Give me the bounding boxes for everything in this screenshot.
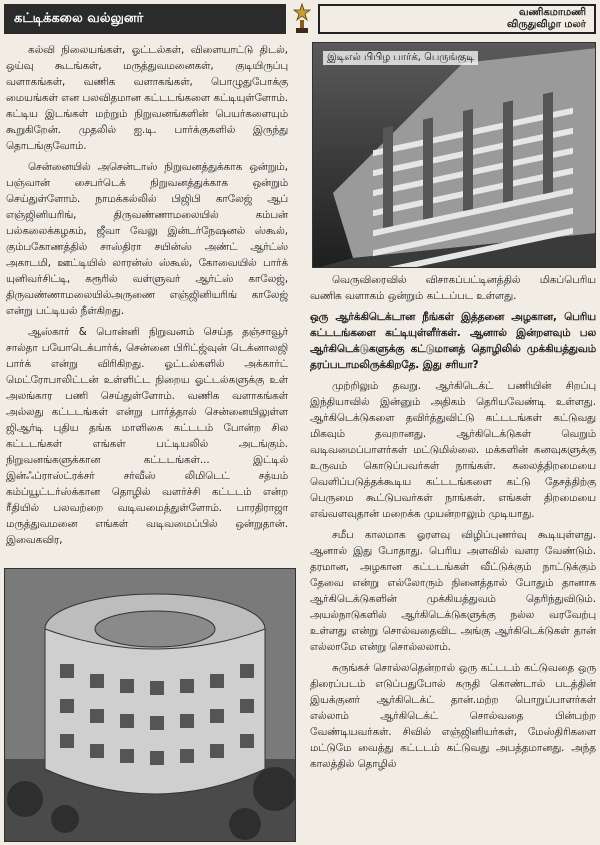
publication-header <box>318 4 596 34</box>
right-paragraph: சமீப காலமாக ஓரளவு விழிப்புணர்வு கூடியுள்ளது. ஆனால் இது போதாது. பெரிய அளவில் வளர வேண்டும். தரமான, அழகான கட்டடங்கள் வீட்டுக்கும் நாட்டுக்கும் தேவை என்று எல்லோரும் நினைத்தால் போதும் தானாக ஆர்கிடெக்டுகளின் முக்கியத்துவம் தெரிந்துவிடும். அயல்நாடுகளில் ஆர்கிடெக்டுகளுக்கு நல்ல வரவேற்பு உள்ளது என்று சொல்வதைவிட அங்கு ஆர்கிடெக்டுகள் தான் எல்லாமே என்று சொல்லலாம். <box>310 529 596 653</box>
circular-building-render <box>4 568 296 842</box>
photo-caption: இடிஎல் பிபிழ பார்க், பெருங்குடி <box>323 51 478 65</box>
right-text-column <box>310 272 596 842</box>
publication-name: வணிகமாமணி <box>518 7 586 18</box>
building-illustration <box>313 43 596 268</box>
left-paragraph: ஆஸ்கார் & பொன்னி நிறுவனம் செய்த தஞ்சாவூர் சால்தா பயோடெக்பார்க், சென்னை பிரிட்ஜ்வுன் டெக்னாலஜி பார்க் என்று விரிகிறது. ஓட்டல்களில் அக்கார்ட் மெட்ரோபாலிட்டன் உள்ளிட்ட நிறைய ஓட்டல்களுக்கு உள் அலங்கார பணி செய்துள்ளோம். வணிக வளாகங்கள் அல்லது கட்டடங்கள் என்று பார்த்தால் சென்னையிலுள்ள ஜிஆர்டி புதிய தங்க மாளிகை கட்டடம் போன்ற சில கட்டடங்கள் எங்கள் பட்டியலில் அடங்கும். நிறுவனங்களுக்கான கட்டடங்கள்... இட்டில் இன்ஃப்ராஸ்ட்ரக்சர் சர்வீஸ் லிமிடெட் சத்யம் கம்ப்யூட்டர்ஸ்க்கான தொழில் வளர்ச்சி கட்டடம் என்ற ரீதியில் பலவற்றை வடிவமைத்துள்ளோம். பாரதிராஜா மருத்துவமனை எங்கள் வடிவமைப்பில் ஒன்றுதான். இவைகவிர, <box>6 326 288 546</box>
left-text-column <box>6 42 288 562</box>
right-paragraph: வெருவிரைவில் விசாகப்பட்டினத்தில் மிகப்பெரிய வணிக வளாகம் ஒன்றும் கட்டப்பட உள்ளது. <box>310 274 596 302</box>
interview-question: ஒரு ஆர்க்கிடெக்டான நீங்கள் இத்தனை அழகான, பெரிய கட்டடங்களை கட்டியுள்ளீர்கள். ஆனால் இன்றளவும் பல ஆர்கிடெக்டுகளுக்கு கட்டுமானத் தொழிலில் முக்கியத்துவம் தரப்படாமலிருக்கிறதே. இது சரியா? <box>310 311 596 371</box>
office-building-photo <box>312 42 596 268</box>
left-paragraph: கல்வி நிலையங்கள், ஓட்டல்கள், விளையாட்டு திடல், ஒய்வு கூடங்கள், மருத்துவமனைகள், குடியிருப்பு வளாகங்கள், வணிக வளாகங்கள், பொழுதுபோக்கு மையங்கள் என பலவிதமான கட்டடங்களை கட்டியுள்ளோம். கட்டிய இடங்கள் மற்றும் நிறுவனங்களின் பெயர்களையும் கூறுகிறேன். முதலில் ஐ.டி. பார்க்குகளில் இருந்து தொடங்குவோம். <box>6 44 288 152</box>
right-paragraph: முற்றிலும் தவறு. ஆர்கிடெக்ட் பணியின் சிறப்பு இந்தியாவில் இன்னும் அதிகம் தெரியவேண்டி உள்ளது. ஆர்கிடெக்டுகளை தவிர்த்துவிட்டு கட்டடங்கள் கட்டுவது மிகவும் தவறானது. ஆர்கிடெக்டுகள் வெறும் வடிவமைப்பாளர்கள் மட்டுமில்லை. மக்களின் கனவுகளுக்கு உருவம் கொடுப்பவர்கள் நாங்கள். கலைத்திறமையை வெளிப்படுத்தக்கூடிய கட்டடங்களை கட்டு தேசத்திற்கு பெருமை கூட்டுபவர்கள் நாங்கள். எங்கள் திறமையை எவ்வளவுதான் மறைக்க முயன்றாலும் முடியாது. <box>310 380 596 520</box>
right-paragraph: சுருங்கச் சொல்லதென்றால் ஒரு கட்டடம் கட்டுவதை ஒரு திரைப்படம் எடுப்பதுபோல் கருதி கொண்டால் படத்தின் இயக்குனர் ஆர்கிடெக்ட் தான்.மற்ற பொறுப்பாளர்கள் எல்லாம் ஆர்கிடெக்ட் சொல்வதை பின்பற்ற வேண்டியவர்கள். சிவில் எஞ்ஜினியர்கள், மேஸ்திரிகளை மட்டுமே வைத்து கட்டடம் கட்டுவது அபத்தமானது. அந்த காலத்தில் தொழில் <box>310 662 596 770</box>
edition-name: விருதுவிழா மலர் <box>506 19 586 30</box>
section-title-banner <box>4 4 286 34</box>
section-title: கட்டிக்கலை வல்லுனர் <box>14 11 144 26</box>
trophy-icon <box>291 2 313 36</box>
circular-building-illustration <box>5 569 296 842</box>
left-paragraph: சென்னையில் அசென்டாஸ் நிறுவனத்துக்காக ஒன்றும், பஞ்வான் சைபர்டெக் நிறுவனத்துக்காக ஒன்றும் செய்துள்ளோம். நாமக்கல்லில் பிஜிபி காலேஜ் ஆப் எஞ்ஜினியரிங், திருவண்ணாமலையில் கம்பன் பல்கலைக்கழகம், ஜீவா வேலு இன்டர்நேஷனல் ஸ்கூல், கும்பகோணத்தில் சாஸ்திரா சயின்ஸ் அண்ட் ஆர்ட்ஸ் அகாடமி, ஊட்டியில் லாரன்ஸ் ஸ்கூல், கோவையில் பார்க் யுனிவர்சிட்டி, கரூரில் வள்ளுவர் ஆர்ட்ஸ் காலேஜ், திருவண்ணாமலையில்அருணை எஞ்ஜினியரிங் காலேஜ் என்று பட்டியல் நீள்கிறது. <box>6 161 288 317</box>
